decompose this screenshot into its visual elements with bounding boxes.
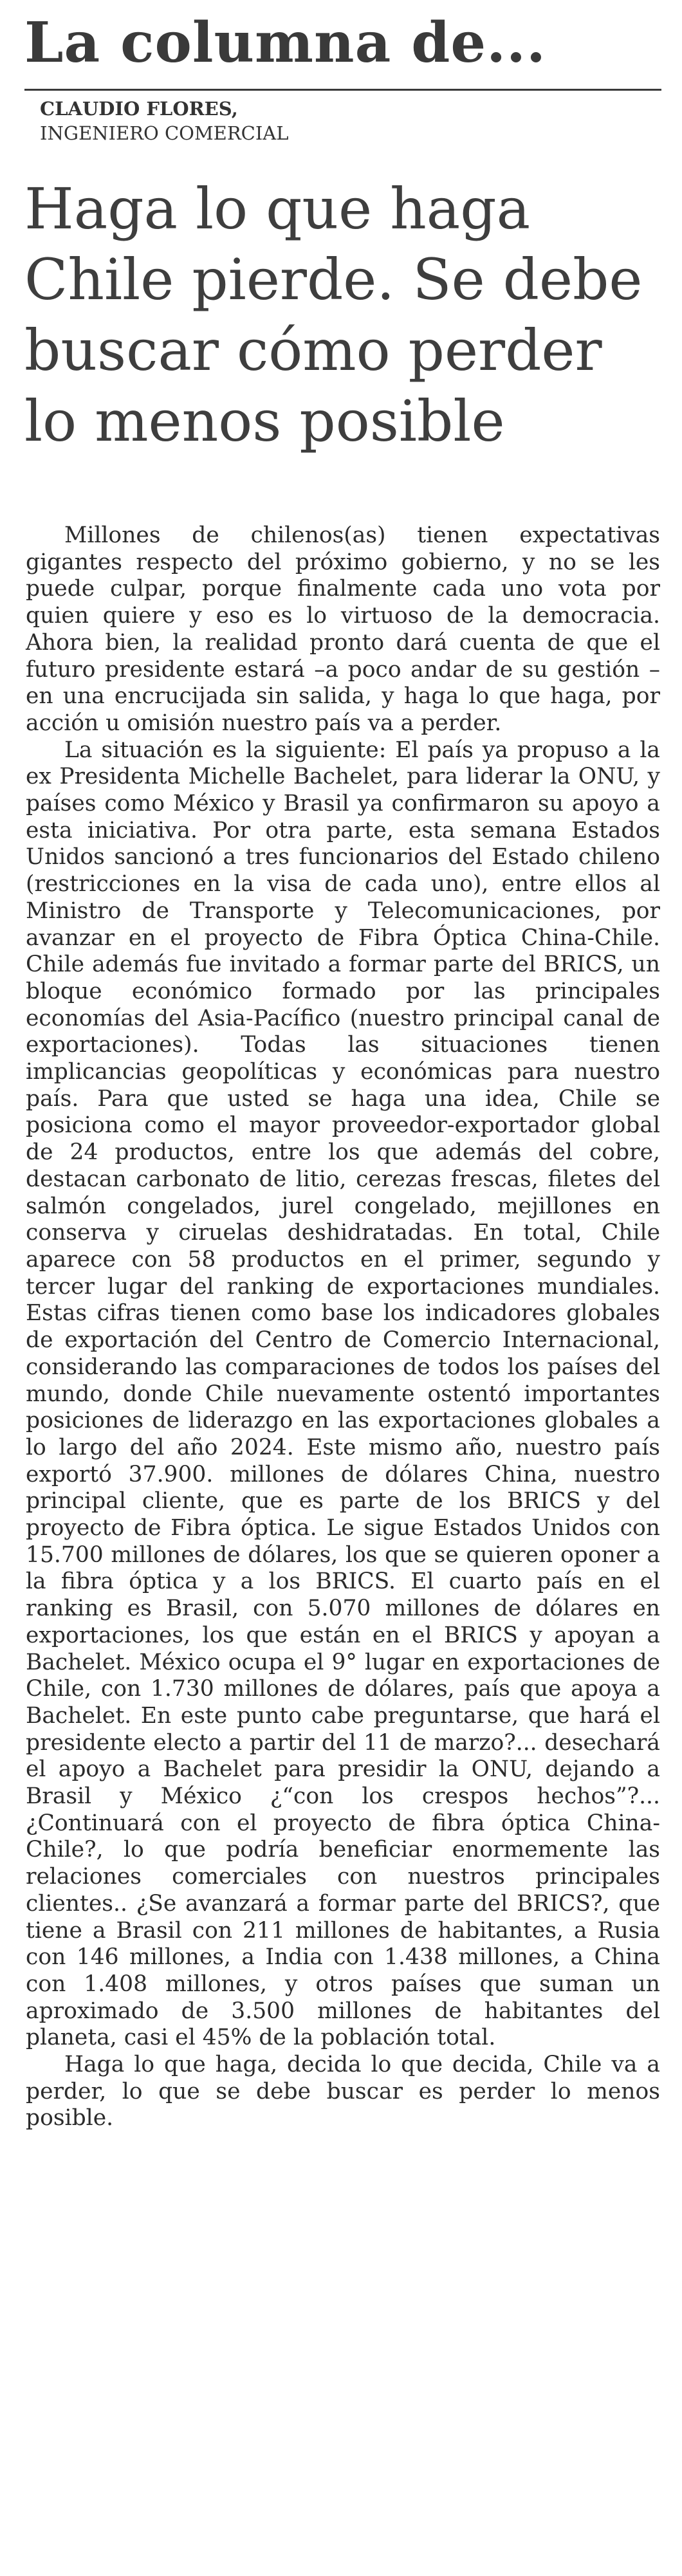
author-role: INGENIERO COMERCIAL xyxy=(40,122,289,144)
headline-line: Haga lo que haga xyxy=(24,176,531,242)
author-name: CLAUDIO FLORES, xyxy=(40,98,238,120)
headline-line: buscar cómo perder xyxy=(24,317,602,383)
paragraph: Haga lo que haga, decida lo que decida, Chile va a perder, lo que se debe buscar es perder lo menos posible. xyxy=(26,2052,660,2131)
headline xyxy=(24,174,661,457)
headline-line: lo menos posible xyxy=(24,388,505,454)
title-divider xyxy=(24,89,661,91)
paragraph: Millones de chilenos(as) tienen expectativas gigantes respecto del próximo gobierno, y no se les puede culpar, porque finalmente cada uno vota por quien quiere y eso es lo virtuoso de la democracia. Ahora bien, la realidad pronto dará cuenta de que el futuro presidente estará –a poco andar de su gestión – en una encrucijada sin salida, y haga lo que haga, por acción u omisión nuestro país va a perder. xyxy=(26,522,660,736)
article-body xyxy=(26,522,660,2132)
section-title: La columna de... xyxy=(24,10,546,75)
headline-line: Chile pierde. Se debe xyxy=(24,246,643,313)
paragraph: La situación es la siguiente: El país ya propuso a la ex Presidenta Michelle Bachelet, para liderar la ONU, y países como México y Brasil ya confirmaron su apoyo a esta iniciativa. Por otra parte, esta semana Estados Unidos sancionó a tres funcionarios del Estado chileno (restricciones en la visa de cada uno), entre ellos al Ministro de Transporte y Telecomunicaciones, por avanzar en el proyecto de Fibra Óptica China-Chile. Chile además fue invitado a formar parte del BRICS, un bloque económico formado por las principales economías del Asia-Pacífico (nuestro principal canal de exportaciones). Todas las situaciones tienen implicancias geopolíticas y económicas para nuestro país. Para que usted se haga una idea, Chile se posiciona como el mayor proveedor-exportador global de 24 productos, entre los que además del cobre, destacan carbonato de litio, cerezas frescas, filetes del salmón congelados, jurel congelado, mejillones en conserva y ciruelas deshidratadas. En total, Chile aparece con 58 productos en el primer, segundo y tercer lugar del ranking de exportaciones mundiales. Estas cifras tienen como base los indicadores globales de exportación del Centro de Comercio Internacional, considerando las comparaciones de todos los países del mundo, donde Chile nuevamente ostentó importantes posiciones de liderazgo en las exportaciones globales a lo largo del año 2024. Este mismo año, nuestro país exportó 37.900. millones de dólares China, nuestro principal cliente, que es parte de los BRICS y del proyecto de Fibra óptica. Le sigue Estados Unidos con 15.700 millones de dólares, los que se quieren oponer a la fibra óptica y a los BRICS. El cuarto país en el ranking es Brasil, con 5.070 millones de dólares en exportaciones, los que están en el BRICS y apoyan a Bachelet. México ocupa el 9° lugar en exportaciones de Chile, con 1.730 millones de dólares, país que apoya a Bachelet. En este punto cabe preguntarse, que hará el presidente electo a partir del 11 de marzo?... desechará el apoyo a Bachelet para presidir la ONU, dejando a Brasil y México ¿“con los crespos hechos”?... ¿Continuará con el proyecto de fibra óptica China-Chile?, lo que podría beneficiar enormemente las relaciones comerciales con nuestros principales clientes.. ¿Se avanzará a formar parte del BRICS?, que tiene a Brasil con 211 millones de habitantes, a Rusia con 146 millones, a India con 1.438 millones, a China con 1.408 millones, y otros países que suman un aproximado de 3.500 millones de habitantes del planeta, casi el 45% de la población total. xyxy=(26,737,660,2051)
